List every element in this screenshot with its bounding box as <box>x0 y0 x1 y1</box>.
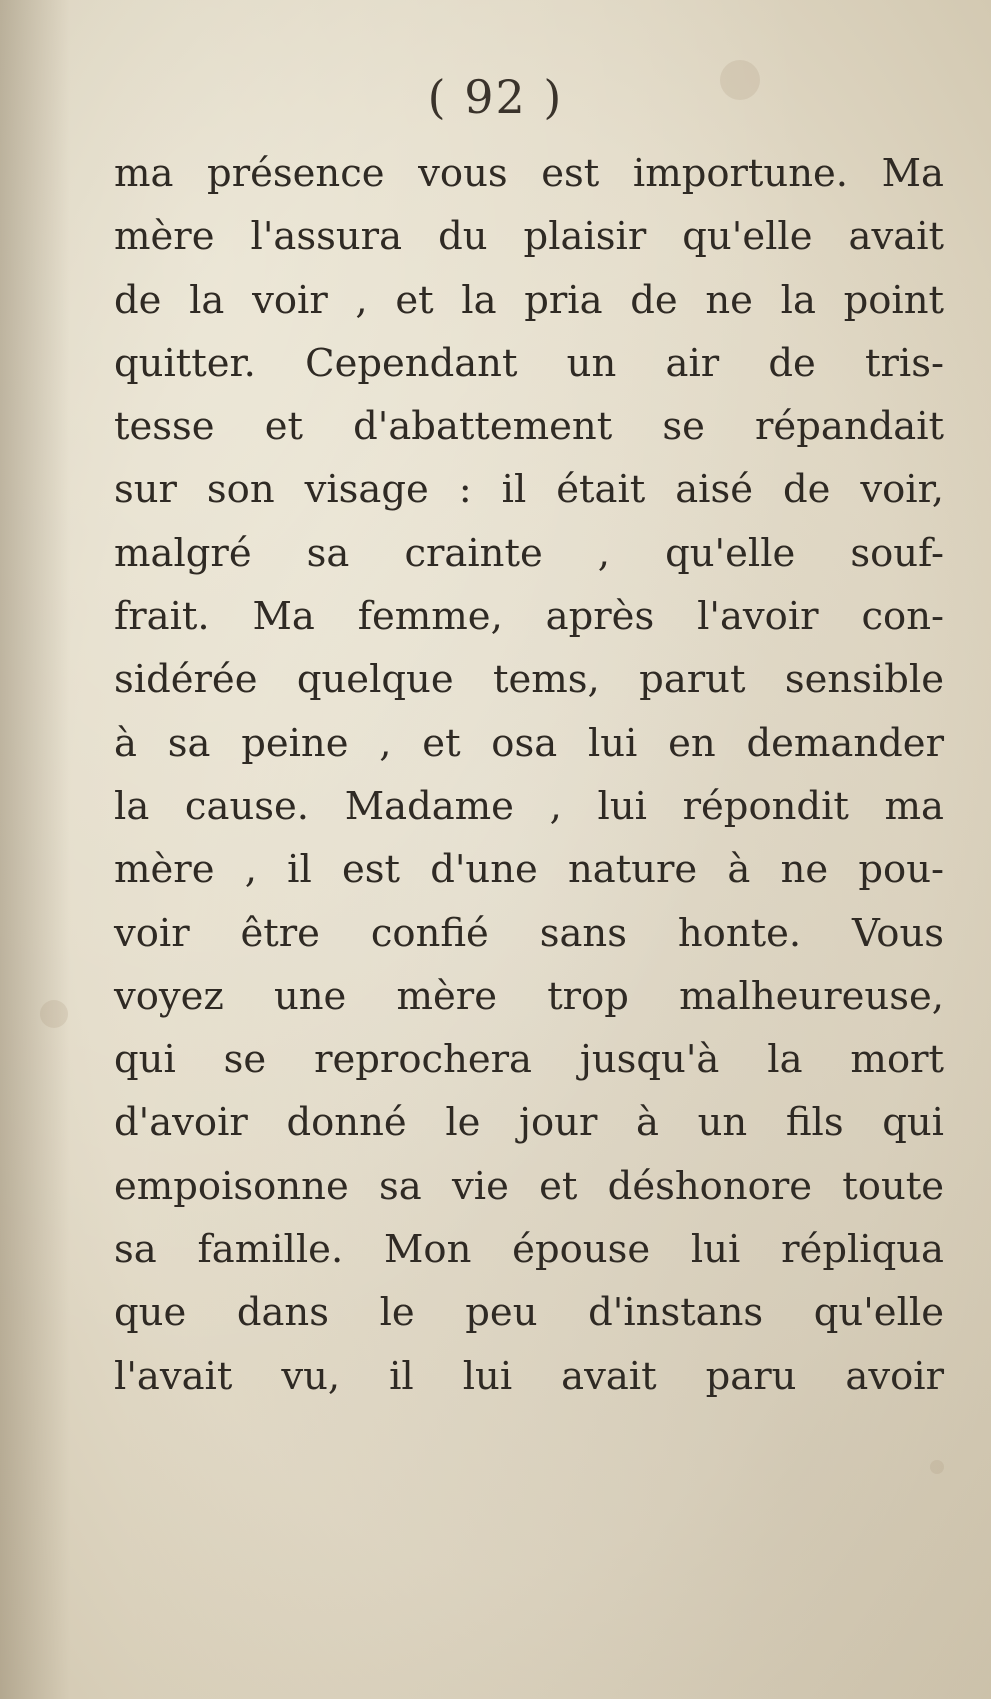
body-text <box>114 142 944 1408</box>
text-line: à sa peine , et osa lui en demander <box>114 720 944 766</box>
text-line: que dans le peu d'instans qu'elle <box>114 1290 944 1336</box>
paper-stain <box>40 1000 68 1028</box>
text-line: frait. Ma femme, après l'avoir con- <box>114 594 944 640</box>
text-line: quitter. Cependant un air de tris- <box>114 340 944 386</box>
text-line: voyez une mère trop malheureuse, <box>114 973 944 1019</box>
text-line: de la voir , et la pria de ne la point <box>114 277 944 323</box>
text-line: l'avait vu, il lui avait paru avoir <box>114 1353 944 1399</box>
text-line: la cause. Madame , lui répondit ma <box>114 783 944 829</box>
text-line: ma présence vous est importune. Ma <box>114 151 944 196</box>
paper-stain <box>930 1460 944 1474</box>
text-line: malgré sa crainte , qu'elle souf- <box>114 530 944 576</box>
text-line: sidérée quelque tems, parut sensible <box>114 657 944 703</box>
text-line: mère l'assura du plaisir qu'elle avait <box>114 214 944 260</box>
text-line: mère , il est d'une nature à ne pou- <box>114 847 944 893</box>
text-line: tesse et d'abattement se répandait <box>114 404 944 450</box>
text-line: empoisonne sa vie et déshonore toute <box>114 1163 944 1209</box>
text-line: qui se reprochera jusqu'à la mort <box>114 1037 944 1083</box>
text-line: sur son visage : il était aisé de voir, <box>114 467 944 513</box>
text-line: sa famille. Mon épouse lui répliqua <box>114 1227 944 1273</box>
text-line: d'avoir donné le jour à un fils qui <box>114 1100 944 1146</box>
binding-shadow <box>0 0 70 1699</box>
page-number: ( 92 ) <box>427 70 564 124</box>
text-line: voir être confié sans honte. Vous <box>114 910 944 956</box>
